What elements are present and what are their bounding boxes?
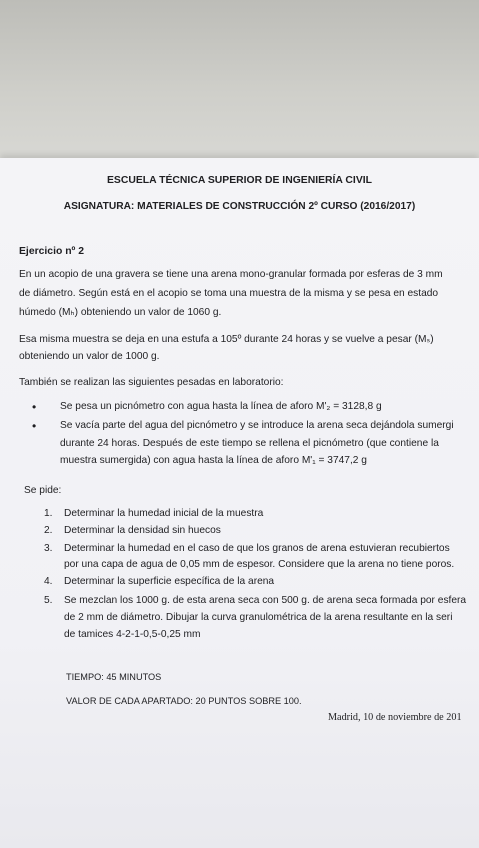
place-date: Madrid, 10 de noviembre de 201	[328, 712, 462, 723]
lab-bullet-1: Se pesa un picnómetro con agua hasta la línea de aforo M'₂ = 3128,8 g	[60, 401, 382, 412]
exercise-title: Ejercicio nº 2	[19, 246, 85, 257]
intro-line-1: En un acopio de una gravera se tiene una arena mono-granular formada por esferas de 3 mm	[19, 269, 443, 280]
asks-title: Se pide:	[24, 485, 62, 496]
exam-sheet	[0, 158, 479, 848]
ask-number: 5.	[44, 595, 53, 606]
school-name: ESCUELA TÉCNICA SUPERIOR DE INGENIERÍA CIVIL	[107, 175, 372, 186]
ask-5-line-1: Se mezclan los 1000 g. de esta arena seca con 500 g. de arena seca formada por esfera	[64, 595, 467, 606]
bullet-1-marker: •	[32, 400, 37, 414]
ask-number: 4.	[44, 576, 53, 587]
ask-3-line-1: Determinar la humedad en el caso de que los granos de arena estuvieran recubiertos	[64, 543, 450, 554]
ask-number: 3.	[44, 543, 53, 554]
ask-4-line-1: Determinar la superficie específica de la arena	[64, 576, 275, 587]
dry-line-1: Esa misma muestra se deja en una estufa a 105º durante 24 horas y se vuelve a pesar (Mₛ)	[19, 334, 434, 345]
time-limit: TIEMPO: 45 MINUTOS	[66, 672, 162, 682]
dry-line-2: obteniendo un valor de 1000 g.	[19, 351, 160, 362]
intro-line-3: húmedo (Mₕ) obteniendo un valor de 1060 g.	[19, 307, 222, 318]
lab-bullet-2-line-3: muestra sumergida) con agua hasta la línea de aforo M'₁ = 3747,2 g	[60, 455, 367, 466]
lab-bullet-2-line-2: durante 24 horas. Después de este tiempo se rellena el picnómetro (que contiene la	[60, 438, 439, 449]
bullet-2-marker: •	[32, 419, 37, 433]
subject-line: ASIGNATURA: MATERIALES DE CONSTRUCCIÓN 2º CURSO (2016/2017)	[63, 201, 416, 212]
ask-number: 2.	[44, 525, 53, 536]
ask-1-line-1: Determinar la humedad inicial de la muestra	[64, 508, 264, 519]
points-value: VALOR DE CADA APARTADO: 20 PUNTOS SOBRE 100.	[66, 696, 302, 706]
ask-2-line-1: Determinar la densidad sin huecos	[64, 525, 221, 536]
ask-3-line-2: por una capa de agua de 0,05 mm de espesor. Considere que la arena no tiene poros.	[64, 559, 455, 570]
ask-5-line-3: de tamices 4-2-1-0,5-0,25 mm	[64, 629, 201, 640]
ask-number: 1.	[44, 508, 53, 519]
ask-5-line-2: de 2 mm de diámetro. Dibujar la curva granulométrica de la arena resultante en la seri	[64, 612, 453, 623]
lab-bullet-2-line-1: Se vacía parte del agua del picnómetro y se introduce la arena seca dejándola sumergi	[60, 420, 454, 431]
intro-line-2: de diámetro. Según está en el acopio se toma una muestra de la misma y se pesa en estado	[19, 288, 439, 299]
lab-intro: También se realizan las siguientes pesadas en laboratorio:	[19, 377, 284, 388]
